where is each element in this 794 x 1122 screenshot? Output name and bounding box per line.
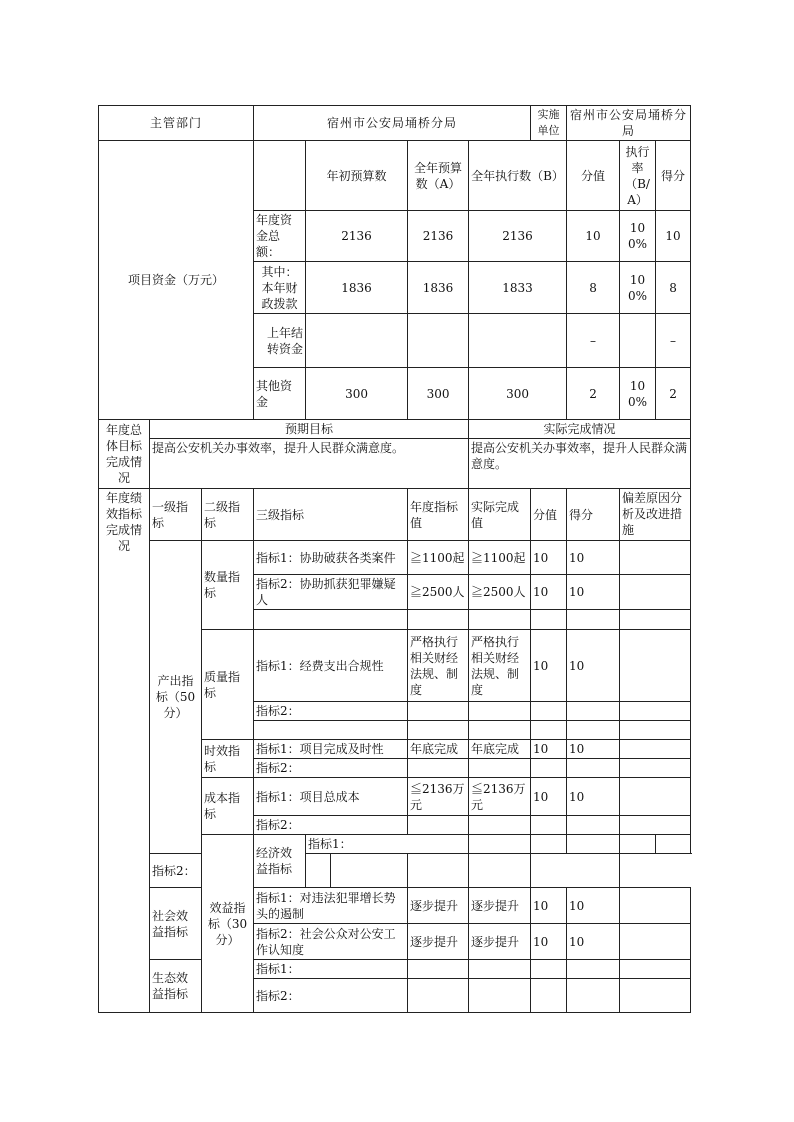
indicator-target bbox=[408, 759, 469, 778]
funds-row-label: 其中：本年财政拨款 bbox=[254, 262, 306, 314]
indicator-score bbox=[531, 702, 567, 721]
indicator-name: 指标2： bbox=[254, 759, 408, 778]
indicator-score bbox=[531, 610, 567, 630]
dept-label: 主管部门 bbox=[99, 106, 254, 141]
indicator-got bbox=[567, 979, 620, 1013]
funds-got: 2 bbox=[656, 368, 691, 420]
indicator-score: 10 bbox=[531, 575, 567, 610]
indicator-target: 逐步提升 bbox=[408, 888, 469, 924]
funds-annual: 1836 bbox=[408, 262, 469, 314]
indicator-score bbox=[567, 835, 620, 854]
col-executed: 全年执行数（B） bbox=[469, 141, 567, 211]
col-level1: 一级指标 bbox=[150, 489, 202, 541]
indicator-score: 10 bbox=[531, 888, 567, 924]
indicator-score bbox=[531, 721, 567, 740]
funds-score: 10 bbox=[567, 211, 620, 262]
funds-initial: 2136 bbox=[306, 211, 408, 262]
indicator-score: 10 bbox=[531, 740, 567, 759]
indicator-reason bbox=[531, 854, 620, 888]
quality-indicator-label: 质量指标 bbox=[202, 630, 254, 740]
timeliness-indicator-label: 时效指标 bbox=[202, 740, 254, 778]
indicator-actual: 逐步提升 bbox=[469, 888, 531, 924]
funds-rate: 100% bbox=[620, 211, 656, 262]
indicator-reason bbox=[620, 702, 691, 721]
funds-annual: 2136 bbox=[408, 211, 469, 262]
indicator-reason bbox=[620, 816, 691, 835]
funds-rate: 100% bbox=[620, 262, 656, 314]
impl-value: 宿州市公安局埇桥分局 bbox=[567, 106, 691, 141]
indicator-name: 指标1：项目完成及时性 bbox=[254, 740, 408, 759]
indicator-target bbox=[408, 721, 469, 740]
indicator-name bbox=[254, 610, 408, 630]
indicator-target bbox=[469, 835, 531, 854]
col-actual: 实际完成值 bbox=[469, 489, 531, 541]
indicator-name: 指标1：项目总成本 bbox=[254, 778, 408, 816]
indicator-actual: 年底完成 bbox=[469, 740, 531, 759]
indicator-score: 10 bbox=[531, 924, 567, 960]
indicator-got bbox=[567, 759, 620, 778]
funds-initial: 300 bbox=[306, 368, 408, 420]
indicator-got: 10 bbox=[567, 541, 620, 575]
indicator-got: 10 bbox=[567, 778, 620, 816]
col-annual-budget: 全年预算数（A） bbox=[408, 141, 469, 211]
funds-rate bbox=[620, 314, 656, 368]
col-target: 年度指标值 bbox=[408, 489, 469, 541]
indicator-name: 指标2： bbox=[150, 854, 306, 888]
indicator-got bbox=[469, 854, 531, 888]
indicator-name: 指标2：社会公众对公安工作认知度 bbox=[254, 924, 408, 960]
indicator-reason bbox=[620, 721, 691, 740]
funds-score: 8 bbox=[567, 262, 620, 314]
indicator-target bbox=[408, 979, 469, 1013]
actual-goal-text: 提高公安机关办事效率，提升人民群众满意度。 bbox=[469, 439, 691, 489]
actual-goal-header: 实际完成情况 bbox=[469, 420, 691, 439]
col-initial-budget: 年初预算数 bbox=[306, 141, 408, 211]
indicator-name: 指标1： bbox=[254, 960, 408, 979]
indicator-name: 指标1：经费支出合规性 bbox=[254, 630, 408, 702]
table-row bbox=[99, 854, 691, 888]
indicator-score: 10 bbox=[531, 541, 567, 575]
benefit-indicator-label: 效益指标（30分） bbox=[202, 835, 254, 1013]
goals-label: 年度总体目标完成情况 bbox=[99, 420, 150, 489]
indicator-score bbox=[531, 960, 567, 979]
indicator-actual bbox=[469, 816, 531, 835]
indicator-target bbox=[408, 610, 469, 630]
indicator-got bbox=[567, 702, 620, 721]
indicator-reason bbox=[620, 759, 691, 778]
indicator-got bbox=[567, 960, 620, 979]
indicator-score: 10 bbox=[531, 778, 567, 816]
indicator-got: 10 bbox=[567, 630, 620, 702]
quantity-indicator-label: 数量指标 bbox=[202, 541, 254, 630]
indicator-target: 逐步提升 bbox=[408, 924, 469, 960]
cost-indicator-label: 成本指标 bbox=[202, 778, 254, 835]
indicator-target: 年底完成 bbox=[408, 740, 469, 759]
col-perf-score: 分值 bbox=[531, 489, 567, 541]
indicator-target: 严格执行相关财经法规、制度 bbox=[408, 630, 469, 702]
indicator-reason bbox=[656, 835, 691, 854]
indicator-name: 指标2： bbox=[254, 816, 408, 835]
funds-exec bbox=[469, 314, 567, 368]
indicator-reason bbox=[620, 778, 691, 816]
indicator-name: 指标2： bbox=[254, 702, 408, 721]
col-got-score: 得分 bbox=[656, 141, 691, 211]
indicator-actual bbox=[469, 979, 531, 1013]
performance-table bbox=[98, 105, 691, 1013]
indicator-actual bbox=[469, 759, 531, 778]
indicator-reason bbox=[620, 960, 691, 979]
funds-annual: 300 bbox=[408, 368, 469, 420]
indicator-reason bbox=[620, 575, 691, 610]
indicator-score: 10 bbox=[531, 630, 567, 702]
expected-goal-header: 预期目标 bbox=[150, 420, 469, 439]
indicator-name: 指标1：协助破获各类案件 bbox=[254, 541, 408, 575]
indicator-target bbox=[306, 854, 331, 888]
indicator-reason bbox=[620, 610, 691, 630]
indicator-reason bbox=[620, 740, 691, 759]
indicator-target bbox=[408, 816, 469, 835]
funds-blank-header bbox=[254, 141, 306, 211]
funds-exec: 2136 bbox=[469, 211, 567, 262]
indicator-got bbox=[620, 835, 656, 854]
indicator-reason bbox=[620, 888, 691, 924]
funds-score: – bbox=[567, 314, 620, 368]
funds-score: 2 bbox=[567, 368, 620, 420]
indicator-target bbox=[408, 702, 469, 721]
funds-exec: 300 bbox=[469, 368, 567, 420]
col-level3: 三级指标 bbox=[254, 489, 408, 541]
col-exec-rate: 执行率（B/A） bbox=[620, 141, 656, 211]
indicator-name: 指标1：对违法犯罪增长势头的遏制 bbox=[254, 888, 408, 924]
funds-got: – bbox=[656, 314, 691, 368]
funds-exec: 1833 bbox=[469, 262, 567, 314]
funds-rate: 100% bbox=[620, 368, 656, 420]
dept-value: 宿州市公安局埇桥分局 bbox=[254, 106, 531, 141]
indicator-reason bbox=[620, 630, 691, 702]
col-score: 分值 bbox=[567, 141, 620, 211]
indicator-reason bbox=[620, 541, 691, 575]
indicator-reason bbox=[620, 924, 691, 960]
indicator-target: ≦2136万元 bbox=[408, 778, 469, 816]
indicator-got bbox=[567, 816, 620, 835]
indicator-actual bbox=[469, 960, 531, 979]
indicator-name: 指标1： bbox=[306, 835, 469, 854]
indicator-got: 10 bbox=[567, 740, 620, 759]
indicator-got bbox=[567, 721, 620, 740]
indicator-actual bbox=[469, 721, 531, 740]
funds-annual bbox=[408, 314, 469, 368]
indicator-actual: 严格执行相关财经法规、制度 bbox=[469, 630, 531, 702]
indicator-got: 10 bbox=[567, 575, 620, 610]
indicator-actual bbox=[531, 835, 567, 854]
funds-initial: 1836 bbox=[306, 262, 408, 314]
funds-got: 8 bbox=[656, 262, 691, 314]
output-indicator-label: 产出指标（50分） bbox=[150, 541, 202, 854]
indicator-actual bbox=[469, 610, 531, 630]
indicator-actual: ≧2500人 bbox=[469, 575, 531, 610]
ecological-indicator-label: 生态效益指标 bbox=[150, 960, 202, 1013]
social-indicator-label: 社会效益指标 bbox=[150, 888, 202, 960]
indicator-score bbox=[408, 854, 469, 888]
indicator-actual: 逐步提升 bbox=[469, 924, 531, 960]
indicator-score bbox=[531, 979, 567, 1013]
impl-label: 实施单位 bbox=[531, 106, 567, 141]
indicator-target bbox=[408, 960, 469, 979]
indicator-score bbox=[531, 816, 567, 835]
indicator-name bbox=[254, 721, 408, 740]
col-perf-got: 得分 bbox=[567, 489, 620, 541]
economic-indicator-label: 经济效益指标 bbox=[254, 835, 306, 888]
indicator-target: ≧1100起 bbox=[408, 541, 469, 575]
indicator-target: ≧2500人 bbox=[408, 575, 469, 610]
col-reason: 偏差原因分析及改进措施 bbox=[620, 489, 691, 541]
indicator-actual: ≦2136万元 bbox=[469, 778, 531, 816]
expected-goal-text: 提高公安机关办事效率，提升人民群众满意度。 bbox=[150, 439, 469, 489]
funds-section-label: 项目资金（万元） bbox=[99, 141, 254, 420]
funds-got: 10 bbox=[656, 211, 691, 262]
indicator-reason bbox=[620, 979, 691, 1013]
table-row bbox=[99, 888, 691, 924]
indicator-actual: ≧1100起 bbox=[469, 541, 531, 575]
indicator-actual bbox=[469, 702, 531, 721]
indicator-name: 指标2： bbox=[254, 979, 408, 1013]
indicator-got: 10 bbox=[567, 888, 620, 924]
indicator-got bbox=[567, 610, 620, 630]
indicator-name: 指标2：协助抓获犯罪嫌疑人 bbox=[254, 575, 408, 610]
funds-row-label: 其他资金 bbox=[254, 368, 306, 420]
indicator-score bbox=[531, 759, 567, 778]
table-row bbox=[99, 960, 691, 979]
funds-initial bbox=[306, 314, 408, 368]
funds-row-label: 年度资金总额： bbox=[254, 211, 306, 262]
indicator-actual bbox=[331, 854, 408, 888]
table-row bbox=[99, 541, 691, 575]
indicator-got: 10 bbox=[567, 924, 620, 960]
col-level2: 二级指标 bbox=[202, 489, 254, 541]
perf-section-label: 年度绩效指标完成情况 bbox=[99, 489, 150, 1013]
funds-row-label: 上年结转资金 bbox=[254, 314, 306, 368]
